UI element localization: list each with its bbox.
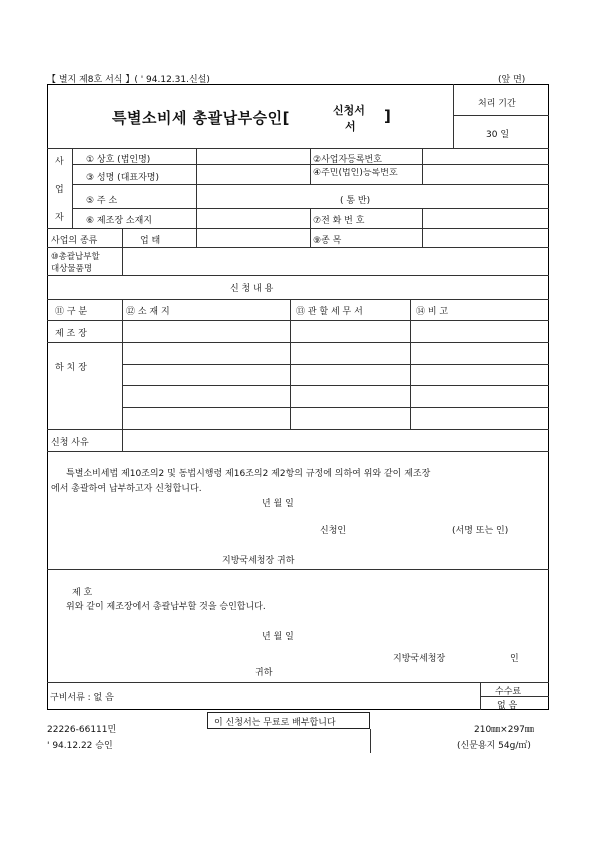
label-address: ⑤ 주 소 bbox=[86, 196, 118, 206]
approval-text: 위와 같이 제조장에서 총괄납부할 것을 승인합니다. bbox=[66, 602, 266, 612]
address-tong-ban: ( 통 반) bbox=[340, 196, 371, 206]
required-documents: 구비서류 : 없 음 bbox=[50, 693, 114, 703]
applicant-side-2: 업 bbox=[55, 185, 64, 195]
form-code: 22226-66111민 bbox=[47, 725, 117, 735]
free-distribution-text: 이 신청서는 무료로 배부합니다 bbox=[214, 718, 336, 728]
label-goods-1: ⑩총괄납부할 bbox=[51, 252, 100, 262]
label-goods-2: 대상물품명 bbox=[51, 264, 93, 274]
row-factory: 제 조 장 bbox=[55, 329, 87, 339]
row-warehouse: 하 치 장 bbox=[55, 363, 87, 373]
approval-addressee: 귀하 bbox=[255, 668, 273, 678]
title-bracket-close: ] bbox=[384, 107, 392, 125]
applicant-side-1: 사 bbox=[55, 157, 64, 167]
approval-date-note: ' 94.12.22 승인 bbox=[47, 741, 113, 751]
approval-seal: 인 bbox=[510, 654, 519, 664]
col-location: ⑫ 소 재 지 bbox=[126, 307, 170, 317]
fee-label: 수수료 bbox=[495, 687, 522, 697]
approval-office: 지방국세청장 bbox=[393, 654, 446, 664]
form-number: 【 별지 제8호 서식 】( ' 94.12.31.신설) bbox=[47, 75, 210, 85]
label-phone: ⑦전 화 번 호 bbox=[313, 216, 365, 226]
fee-value: 없 음 bbox=[497, 701, 518, 711]
label-resident-reg-no: ④주민(법인)등록번호 bbox=[313, 168, 398, 178]
page-side-label: (앞 면) bbox=[498, 75, 526, 85]
col-remarks: ⑭ 비 고 bbox=[416, 307, 449, 317]
title-bracket-bottom: 서 bbox=[345, 120, 356, 133]
paper-size: 210㎜×297㎜ bbox=[474, 725, 534, 735]
declaration-date: 년 월 일 bbox=[262, 499, 294, 509]
declaration-line-2: 에서 총괄하여 납부하고자 신청합니다. bbox=[51, 484, 202, 494]
col-tax-office: ⑬ 관 할 세 무 서 bbox=[296, 307, 363, 317]
label-reason: 신청 사유 bbox=[51, 438, 89, 448]
title-bracket-top: 신청서 bbox=[333, 104, 365, 117]
label-business-kind: 사업의 종류 bbox=[51, 236, 98, 246]
applicant-side-3: 자 bbox=[55, 213, 64, 223]
approval-date: 년 월 일 bbox=[262, 632, 294, 642]
approval-number: 제 호 bbox=[72, 588, 93, 598]
paper-type: (신문용지 54g/㎡) bbox=[457, 741, 531, 751]
col-category: ⑪ 구 분 bbox=[55, 307, 88, 317]
label-company-name: ① 상호 (법인명) bbox=[86, 155, 151, 165]
label-business-item: ⑨종 목 bbox=[313, 236, 342, 246]
processing-period-value: 30 일 bbox=[486, 130, 510, 140]
sign-or-seal: (서명 또는 인) bbox=[452, 526, 509, 536]
label-business-condition: 업 태 bbox=[140, 236, 161, 246]
label-representative: ③ 성명 (대표자명) bbox=[86, 173, 159, 183]
contents-header: 신 청 내 용 bbox=[230, 284, 274, 294]
processing-period-label: 처리 기간 bbox=[478, 99, 516, 109]
label-factory-location: ⑥ 제조장 소재지 bbox=[86, 216, 152, 226]
applicant-label: 신청인 bbox=[320, 526, 347, 536]
form-title: 특별소비세 총괄납부승인[ bbox=[112, 109, 290, 127]
label-business-reg-no: ②사업자등록번호 bbox=[313, 155, 382, 165]
declaration-addressee: 지방국세청장 귀하 bbox=[222, 556, 295, 566]
declaration-line-1: 특별소비세법 제10조의2 및 동법시행령 제16조의2 제2항의 규정에 의하여 위와 같이 제조장 bbox=[66, 469, 431, 479]
